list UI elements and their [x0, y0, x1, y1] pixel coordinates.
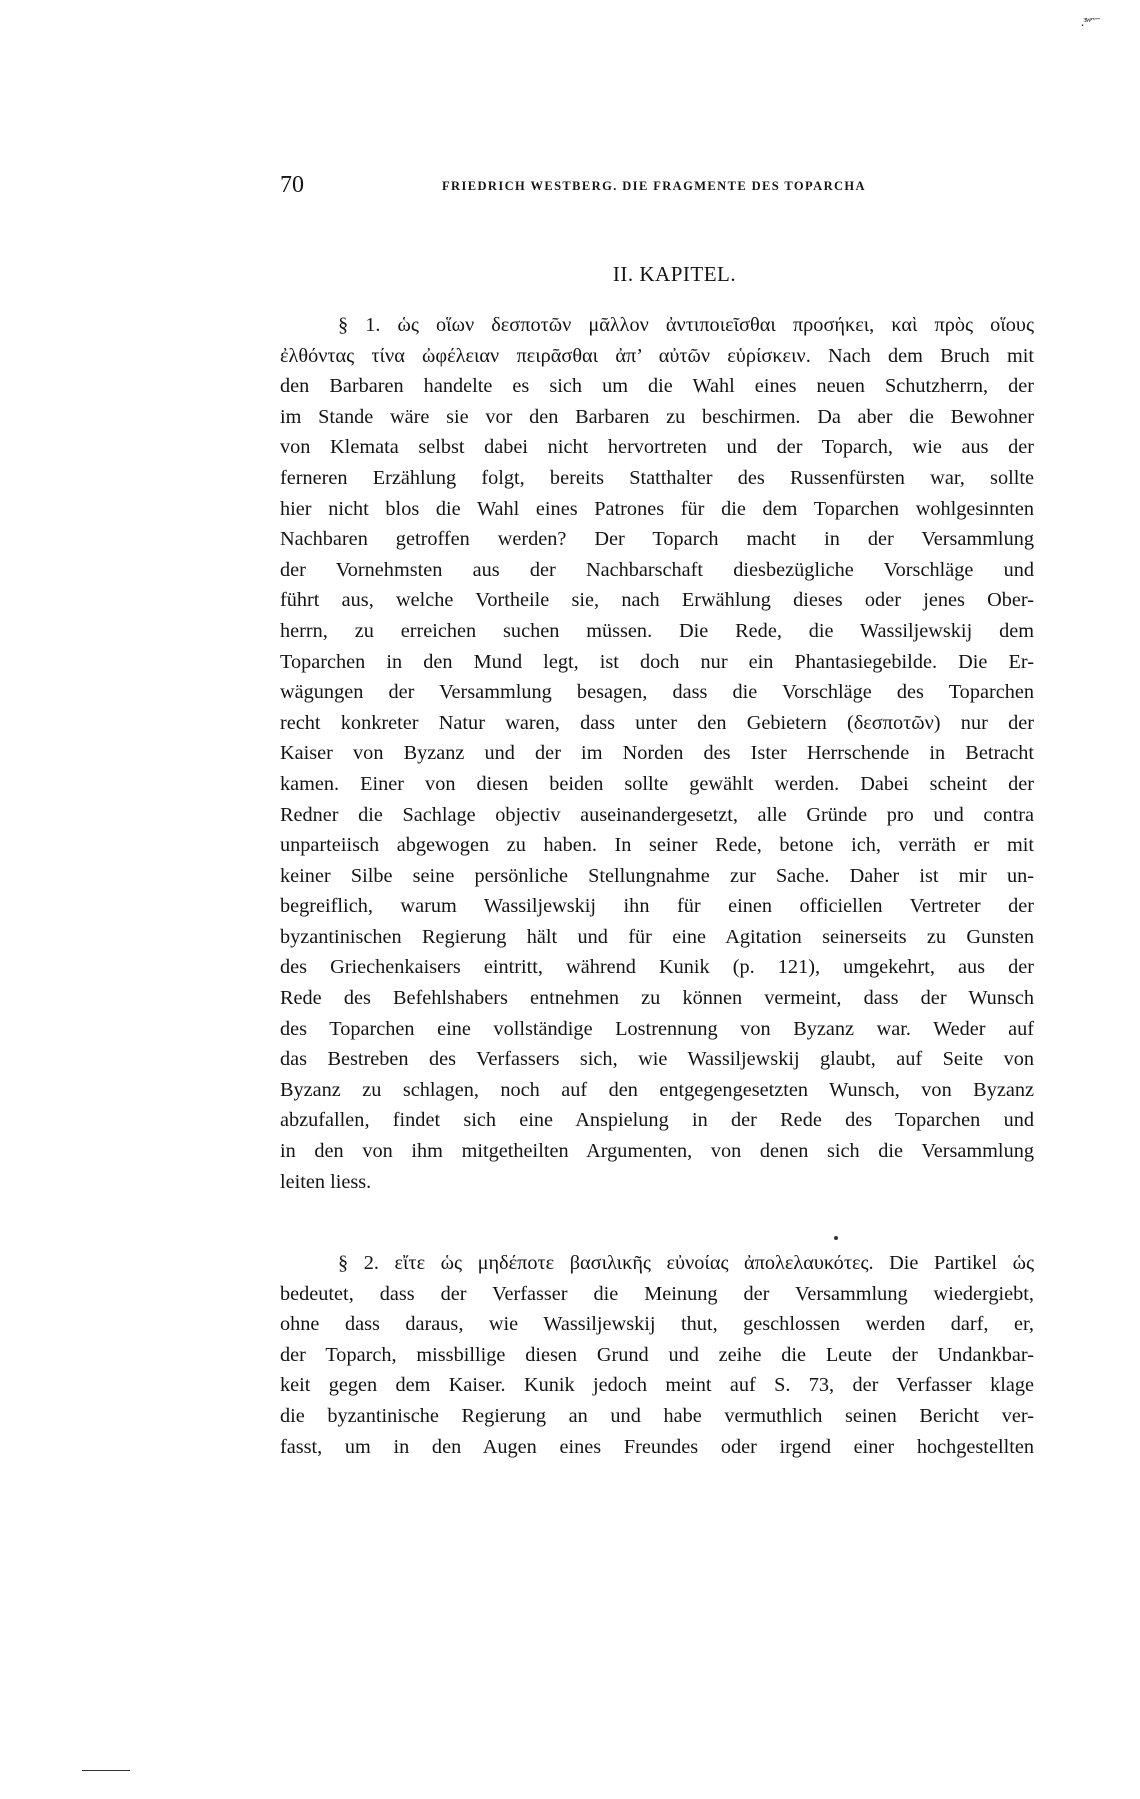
page-number: 70 [280, 172, 304, 198]
text-line: keit gegen dem Kaiser. Kunik jedoch meint auf S. 73, der Verfasser klage [280, 1374, 1034, 1397]
text-line: wägungen der Versammlung besagen, dass die Vorschläge des Toparchen [280, 681, 1034, 704]
text-line: von Klemata selbst dabei nicht hervortreten und der Toparch, wie aus der [280, 436, 1034, 459]
text-line: Nachbaren getroffen werden? Der Toparch macht in der Versammlung [280, 528, 1034, 551]
text-line: leiten liess. [280, 1170, 372, 1193]
text-line: recht konkreter Natur waren, dass unter den Gebietern (δεσποτῶν) nur der [280, 711, 1034, 734]
text-line: begreiflich, warum Wassiljewskij ihn für einen officiellen Vertreter der [280, 895, 1034, 918]
running-head: FRIEDRICH WESTBERG. DIE FRAGMENTE DES TOPARCHA [442, 179, 866, 193]
text-line: der Toparch, missbillige diesen Grund und zeihe die Leute der Undankbar- [280, 1343, 1034, 1366]
text-line: § 2. εἴτε ὡς μηδέποτε βασιλικῆς εὐνοίας ἀπολελαυκότες. Die Partikel ὡς [338, 1252, 1034, 1274]
text-line: unparteiisch abgewogen zu haben. In seiner Rede, betone ich, verräth er mit [280, 834, 1034, 857]
text-line: kamen. Einer von diesen beiden sollte gewählt werden. Dabei scheint der [280, 772, 1034, 795]
text-line: der Vornehmsten aus der Nachbarschaft diesbezügliche Vorschläge und [280, 558, 1034, 581]
page-header [280, 172, 970, 202]
text-line: führt aus, welche Vortheile sie, nach Erwählung dieses oder jenes Ober- [280, 589, 1034, 612]
bottom-rule [82, 1770, 130, 1771]
text-line: keiner Silbe seine persönliche Stellungnahme zur Sache. Daher ist mir un- [280, 864, 1034, 887]
text-line: Rede des Befehlshabers entnehmen zu können vermeint, dass der Wunsch [280, 987, 1034, 1010]
chapter-title: II. KAPITEL. [612, 262, 737, 286]
text-line: abzufallen, findet sich eine Anspielung in der Rede des Toparchen und [280, 1109, 1034, 1132]
text-line: byzantinischen Regierung hält und für eine Agitation seinerseits zu Gunsten [280, 925, 1034, 948]
text-line: fasst, um in den Augen eines Freundes oder irgend einer hochgestellten [280, 1435, 1034, 1458]
text-line: bedeutet, dass der Verfasser die Meinung der Versammlung wiedergiebt, [280, 1282, 1034, 1305]
text-line: den Barbaren handelte es sich um die Wahl eines neuen Schutzherrn, der [280, 375, 1034, 398]
text-line: im Stande wäre sie vor den Barbaren zu beschirmen. Da aber die Bewohner [280, 405, 1034, 428]
text-line: in den von ihm mitgetheilten Argumenten, von denen sich die Versammlung [280, 1140, 1034, 1163]
text-line: ἐλθόντας τίνα ὠφέλειαν πειρᾶσθαι ἀπ’ αὐτῶν εὑρίσκειν. Nach dem Bruch mit [280, 344, 1034, 367]
text-line: die byzantinische Regierung an und habe vermuthlich seinen Bericht ver- [280, 1404, 1034, 1427]
text-line: das Bestreben des Verfassers sich, wie Wassiljewskij glaubt, auf Seite von [280, 1048, 1034, 1071]
text-line: ferneren Erzählung folgt, bereits Statthalter des Russenfürsten war, sollte [280, 466, 1034, 489]
section-2-paragraph [280, 1248, 1034, 1462]
text-line: des Toparchen eine vollständige Lostrennung von Byzanz war. Weder auf [280, 1017, 1034, 1040]
text-line: Kaiser von Byzanz und der im Norden des Ister Herrschende in Betracht [280, 742, 1034, 765]
text-line: § 1. ὡς οἵων δεσποτῶν μᾶλλον ἀντιποιεῖσθαι προσήκει, καὶ πρὸς οἵους [338, 314, 1034, 336]
text-line: herrn, zu erreichen suchen müssen. Die Rede, die Wassiljewskij dem [280, 619, 1034, 642]
section-1-paragraph [280, 310, 1034, 1197]
text-line: hier nicht blos die Wahl eines Patrones für die dem Toparchen wohlgesinnten [280, 497, 1034, 520]
text-line: des Griechenkaisers eintritt, während Kunik (p. 121), umgekehrt, aus der [280, 956, 1034, 979]
scan-artifact-mark: .ᵌʷᵔ⁻ [1080, 15, 1100, 30]
print-dot [834, 1236, 838, 1240]
text-line: ohne dass daraus, wie Wassiljewskij thut, geschlossen werden darf, er, [280, 1313, 1034, 1336]
text-line: Toparchen in den Mund legt, ist doch nur ein Phantasiegebilde. Die Er- [280, 650, 1034, 673]
text-line: Byzanz zu schlagen, noch auf den entgegengesetzten Wunsch, von Byzanz [280, 1078, 1034, 1101]
text-line: Redner die Sachlage objectiv auseinandergesetzt, alle Gründe pro und contra [280, 803, 1034, 826]
